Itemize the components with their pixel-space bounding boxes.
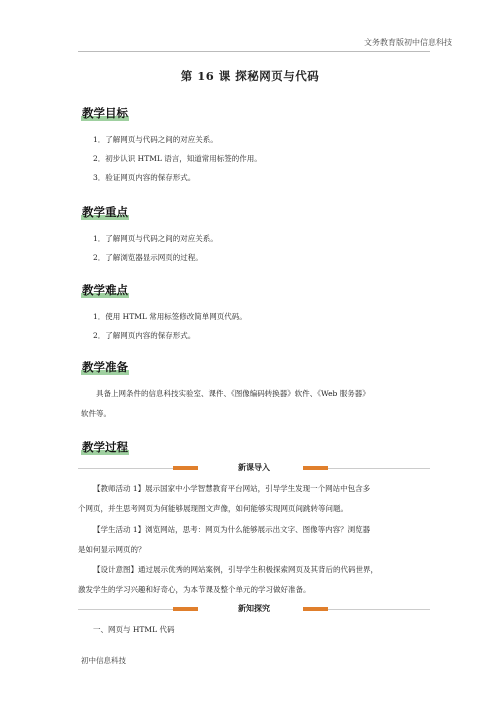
key-points-heading: 教学重点 bbox=[82, 205, 128, 219]
intro-divider bbox=[78, 462, 430, 474]
student-activity-line1: 【学生活动 1】浏览网站，思考：网页为什么能够展示出文字、图像等内容？浏览器 bbox=[93, 525, 371, 534]
list-item: 1．了解网页与代码之间的对应关系。 bbox=[93, 135, 218, 144]
teacher-activity-line1: 【教师活动 1】展示国家中小学智慧教育平台网站，引导学生发现一个网站中包含多 bbox=[93, 484, 371, 493]
subsection-title: 一、网页与 HTML 代码 bbox=[93, 625, 175, 634]
student-activity-line2: 是如何显示网页的？ bbox=[78, 545, 146, 554]
footer-text: 初中信息科技 bbox=[81, 656, 126, 665]
difficulties-list bbox=[81, 307, 247, 345]
header-rule bbox=[78, 51, 430, 52]
intro-label: 新课导入 bbox=[238, 462, 270, 472]
key-points-list bbox=[81, 229, 218, 267]
list-item: 3．验证网页内容的保存形式。 bbox=[93, 173, 196, 182]
teacher-activity-line2: 个网页，并生思考网页为何能够展现图文声像，如何能够实现网页间跳转等问题。 bbox=[78, 504, 348, 513]
list-item: 1．了解网页与代码之间的对应关系。 bbox=[93, 234, 218, 243]
preparation-heading: 教学准备 bbox=[82, 360, 128, 374]
difficulties-section bbox=[81, 279, 247, 345]
student-activity bbox=[78, 520, 433, 560]
design-intent-line2: 激发学生的学习兴趣和好奇心，为本节课及整个单元的学习做好准备。 bbox=[78, 585, 311, 594]
preparation-text-line2: 软件等。 bbox=[81, 409, 111, 418]
teacher-activity bbox=[78, 479, 433, 519]
design-intent bbox=[78, 560, 433, 600]
design-intent-line1: 【设计意图】通过展示优秀的网站案例，引导学生积极探索网页及其背后的代码世界， bbox=[93, 565, 378, 574]
process-section bbox=[81, 436, 129, 455]
explore-divider bbox=[78, 603, 430, 615]
objectives-section bbox=[81, 102, 262, 187]
explore-label: 新知探究 bbox=[238, 603, 270, 613]
page-title: 第 16 课 探秘网页与代码 bbox=[180, 69, 320, 83]
list-item: 2．初步认识 HTML 语言，知道常用标签的作用。 bbox=[93, 154, 262, 163]
header-publisher: 文务教育版初中信息科技 bbox=[364, 38, 452, 47]
difficulties-heading: 教学难点 bbox=[82, 283, 128, 297]
list-item: 2．了解网页内容的保存形式。 bbox=[93, 331, 196, 340]
objectives-list bbox=[81, 130, 262, 187]
preparation-section bbox=[81, 356, 421, 424]
objectives-heading: 教学目标 bbox=[82, 106, 128, 120]
key-points-section bbox=[81, 201, 218, 267]
list-item: 2．了解浏览器显示网页的过程。 bbox=[93, 253, 203, 262]
process-heading: 教学过程 bbox=[82, 440, 128, 454]
list-item: 1．使用 HTML 常用标签修改简单网页代码。 bbox=[93, 312, 247, 321]
preparation-text-line1: 具备上网条件的信息科技实验室、课件、《图像编码转换器》软件、《Web 服务器》 bbox=[96, 389, 370, 398]
